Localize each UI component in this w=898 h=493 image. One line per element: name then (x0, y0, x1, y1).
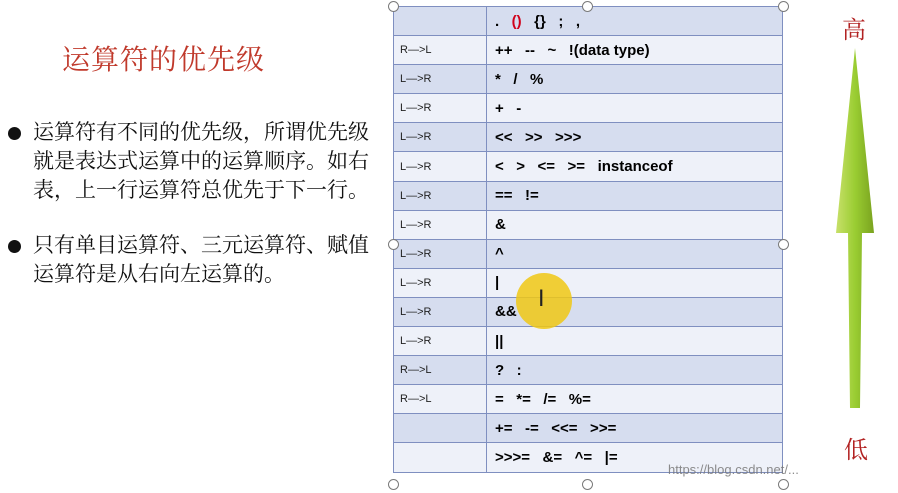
resize-handle-top-right[interactable] (778, 1, 789, 12)
table-row[interactable] (394, 152, 783, 181)
associativity-cell[interactable]: R—>L (394, 36, 487, 65)
associativity-cell[interactable]: R—>L (394, 356, 487, 385)
bullet-dot-icon (8, 127, 21, 140)
text-cursor-icon: I (538, 287, 545, 312)
associativity-cell[interactable] (394, 443, 487, 472)
resize-handle-middle-right[interactable] (778, 239, 789, 250)
operators-cell[interactable]: & (487, 210, 783, 239)
operators-cell[interactable]: = *= /= %= (487, 385, 783, 414)
table-row[interactable] (394, 239, 783, 268)
operators-cell[interactable]: ++ -- ~ !(data type) (487, 36, 783, 65)
associativity-cell[interactable]: L—>R (394, 65, 487, 94)
resize-handle-top-middle[interactable] (582, 1, 593, 12)
table-row[interactable] (394, 181, 783, 210)
bullet-item (8, 118, 378, 205)
operator-precedence-table[interactable] (393, 6, 783, 473)
table-row[interactable] (394, 297, 783, 326)
operators-highlight-text: () (511, 12, 522, 30)
table-row[interactable] (394, 327, 783, 356)
associativity-cell[interactable]: L—>R (394, 327, 487, 356)
resize-handle-bottom-right[interactable] (778, 479, 789, 490)
operators-cell[interactable]: && (487, 297, 783, 326)
bullet-item (8, 231, 378, 289)
watermark-text: https://blog.csdn.net/... (668, 462, 799, 477)
operators-text: . (495, 12, 512, 30)
table-row[interactable] (394, 414, 783, 443)
table-row[interactable] (394, 210, 783, 239)
associativity-cell[interactable]: L—>R (394, 181, 487, 210)
table-row[interactable] (394, 123, 783, 152)
table-row[interactable] (394, 36, 783, 65)
associativity-cell[interactable]: L—>R (394, 268, 487, 297)
associativity-cell[interactable]: L—>R (394, 94, 487, 123)
operators-cell[interactable]: | (487, 268, 783, 297)
operators-cell[interactable]: < > <= >= instanceof (487, 152, 783, 181)
operators-cell[interactable] (487, 7, 783, 36)
priority-low-label: 低 (844, 436, 868, 464)
associativity-cell[interactable]: L—>R (394, 123, 487, 152)
operators-cell[interactable]: == != (487, 181, 783, 210)
bullet-text[interactable]: 运算符有不同的优先级，所谓优先级就是表达式运算中的运算顺序。如右表，上一行运算符总优先于下一行。 (33, 120, 369, 202)
slide-title: 运算符的优先级 (62, 43, 266, 76)
associativity-cell[interactable]: L—>R (394, 239, 487, 268)
table-row[interactable] (394, 94, 783, 123)
associativity-cell[interactable] (394, 414, 487, 443)
priority-high-label: 高 (842, 16, 866, 44)
operators-cell[interactable]: ^ (487, 239, 783, 268)
bullet-dot-icon (8, 240, 21, 253)
table-row[interactable] (394, 268, 783, 297)
operators-cell[interactable]: << >> >>> (487, 123, 783, 152)
priority-arrow-icon (830, 48, 880, 412)
associativity-cell[interactable] (394, 7, 487, 36)
associativity-cell[interactable]: L—>R (394, 210, 487, 239)
associativity-cell[interactable]: L—>R (394, 152, 487, 181)
resize-handle-middle-left[interactable] (388, 239, 399, 250)
operators-text: {} ; , (521, 12, 581, 30)
associativity-cell[interactable]: L—>R (394, 297, 487, 326)
resize-handle-top-left[interactable] (388, 1, 399, 12)
resize-handle-bottom-left[interactable] (388, 479, 399, 490)
table-row[interactable] (394, 356, 783, 385)
operators-cell[interactable]: += -= <<= >>= (487, 414, 783, 443)
bullet-list (8, 118, 378, 315)
operators-cell[interactable]: + - (487, 94, 783, 123)
operators-cell[interactable]: * / % (487, 65, 783, 94)
operators-cell[interactable]: ? : (487, 356, 783, 385)
resize-handle-bottom-middle[interactable] (582, 479, 593, 490)
table-row[interactable] (394, 65, 783, 94)
operators-cell[interactable]: >>>= &= ^= |= (487, 443, 783, 472)
associativity-cell[interactable]: R—>L (394, 385, 487, 414)
bullet-text[interactable]: 只有单目运算符、三元运算符、赋值运算符是从右向左运算的。 (33, 233, 369, 286)
operators-cell[interactable]: || (487, 327, 783, 356)
table-row[interactable] (394, 385, 783, 414)
